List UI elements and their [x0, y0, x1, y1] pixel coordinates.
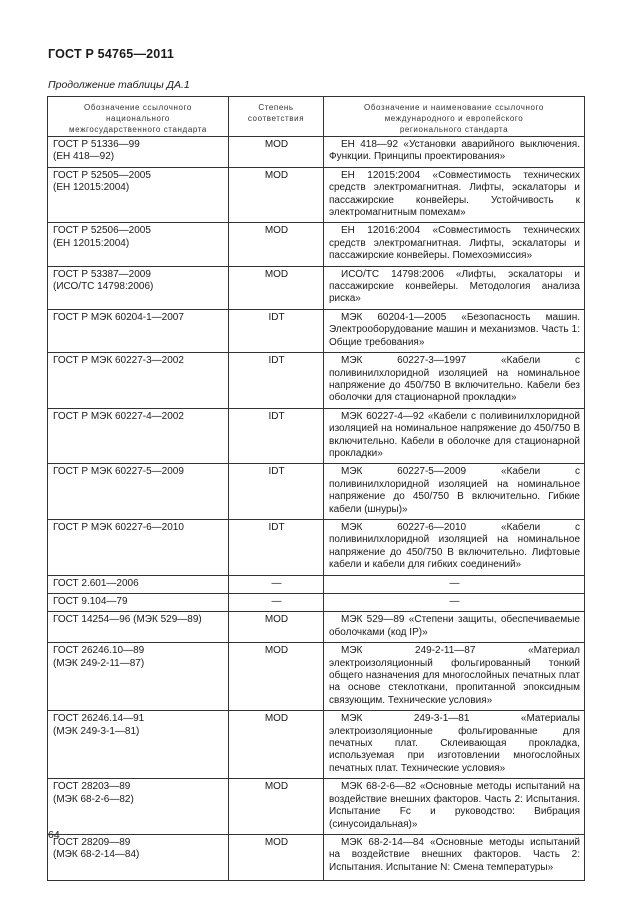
international-standard-text: —	[449, 596, 460, 607]
degree-cell: IDT	[229, 408, 324, 464]
international-standard-text: МЭК 60227-6—2010 «Кабели с поливинилхлоридной изоляцией на номинальное напряжение до 450/750 В включительно. Лифтовые кабели и кабели для гибких соединений»	[329, 521, 580, 571]
table-row	[48, 223, 585, 266]
degree-cell: —	[229, 575, 324, 593]
international-standard-text: —	[449, 577, 460, 589]
international-standard-cell	[324, 834, 585, 880]
national-standard-cell: ГОСТ Р 52505—2005 (ЕН 12015:2004)	[48, 167, 229, 223]
table-body	[48, 137, 585, 881]
national-standard-cell: ГОСТ Р 51336—99 (ЕН 418—92)	[48, 137, 229, 168]
table-header-row	[48, 97, 585, 137]
table-row	[48, 137, 585, 168]
degree-cell: IDT	[229, 309, 324, 352]
international-standard-cell	[324, 711, 585, 779]
table-row	[48, 643, 585, 711]
reference-standards-table	[47, 96, 585, 881]
table-row	[48, 834, 585, 880]
degree-cell: MOD	[229, 779, 324, 835]
table-row	[48, 408, 585, 464]
international-standard-cell	[324, 408, 585, 464]
document-header: ГОСТ Р 54765—2011	[48, 47, 175, 61]
table-row	[48, 779, 585, 835]
international-standard-text: МЭК 68-2-6—82 «Основные методы испытаний на воздействие внешних факторов. Часть 2: Испытания. Испытание Fc и руководство: Вибрация (синусоидальная)»	[329, 781, 580, 830]
degree-cell: IDT	[229, 464, 324, 520]
degree-cell: MOD	[229, 266, 324, 309]
international-standard-text: МЭК 60227-3—1997 «Кабели с поливинилхлоридной изоляцией на номинальное напряжение до 450/750 В включительно. Кабели без оболочки для стационарной прокладки»	[329, 355, 580, 404]
international-standard-cell	[324, 575, 585, 593]
table-row	[48, 711, 585, 779]
international-standard-text: МЭК 60227-4—92 «Кабели с поливинилхлоридной изоляцией на номинальное напряжение до 450/750 В включительно. Кабели в оболочке для стационарной прокладки»	[329, 410, 580, 459]
column-header-national-standard: Обозначение ссылочного национального межгосударственного стандарта	[48, 97, 229, 137]
table-row	[48, 612, 585, 643]
degree-cell: MOD	[229, 643, 324, 711]
international-standard-text: МЭК 249-3-1—81 «Материалы электроизоляционные фольгированные для печатных плат. Склеивающая прокладка, используемая при изготовлении многослойных печатных плат. Технические условия»	[329, 713, 580, 774]
national-standard-cell: ГОСТ Р МЭК 60227-6—2010	[48, 519, 229, 575]
degree-cell: IDT	[229, 353, 324, 409]
national-standard-cell: ГОСТ 14254—96 (МЭК 529—89)	[48, 612, 229, 643]
national-standard-cell: ГОСТ Р МЭК 60227-4—2002	[48, 408, 229, 464]
degree-cell: —	[229, 594, 324, 612]
national-standard-cell: ГОСТ 28203—89 (МЭК 68-2-6—82)	[48, 779, 229, 835]
table-continuation-caption: Продолжение таблицы ДА.1	[48, 79, 190, 91]
international-standard-text: МЭК 60227-5—2009 «Кабели с поливинилхлоридной изоляцией на номинальное напряжение до 450/750 В включительно. Гибкие кабели (шнуры)»	[329, 466, 580, 515]
international-standard-cell	[324, 779, 585, 835]
international-standard-cell	[324, 612, 585, 643]
degree-cell: IDT	[229, 519, 324, 575]
national-standard-cell: ГОСТ 26246.10—89 (МЭК 249-2-11—87)	[48, 643, 229, 711]
international-standard-text: МЭК 249-2-11—87 «Материал электроизоляционный фольгированный тонкий общего назначения для многослойных печатных плат на основе стеклоткани, пропитанной эпоксидным связующим. Технические условия»	[329, 645, 580, 706]
international-standard-cell	[324, 137, 585, 168]
international-standard-text: МЭК 68-2-14—84 «Основные методы испытаний на воздействие внешних факторов. Часть 2: Испытания. Испытание N: Смена температуры»	[329, 836, 580, 873]
international-standard-text: ИСО/ТС 14798:2006 «Лифты, эскалаторы и пассажирские конвейеры. Методология анализа риска»	[329, 268, 580, 305]
national-standard-cell: ГОСТ 28209—89 (МЭК 68-2-14—84)	[48, 834, 229, 880]
international-standard-text: МЭК 529—89 «Степени защиты, обеспечиваемые оболочками (код IP)»	[329, 614, 580, 638]
national-standard-cell: ГОСТ Р МЭК 60227-3—2002	[48, 353, 229, 409]
national-standard-cell: ГОСТ Р МЭК 60227-5—2009	[48, 464, 229, 520]
international-standard-text: МЭК 60204-1—2005 «Безопасность машин. Электрооборудование машин и механизмов. Часть 1: Общие требования»	[329, 311, 580, 348]
international-standard-cell	[324, 266, 585, 309]
table-row	[48, 353, 585, 409]
international-standard-cell	[324, 464, 585, 520]
national-standard-cell: ГОСТ Р 52506—2005 (ЕН 12015:2004)	[48, 223, 229, 266]
degree-cell: MOD	[229, 167, 324, 223]
table-row	[48, 464, 585, 520]
international-standard-cell	[324, 223, 585, 266]
degree-cell: MOD	[229, 834, 324, 880]
table-row	[48, 594, 585, 612]
national-standard-cell: ГОСТ 26246.14—91 (МЭК 249-3-1—81)	[48, 711, 229, 779]
international-standard-cell	[324, 353, 585, 409]
page-number: 64	[48, 829, 60, 841]
degree-cell: MOD	[229, 612, 324, 643]
international-standard-cell	[324, 167, 585, 223]
degree-cell: MOD	[229, 137, 324, 168]
international-standard-cell	[324, 519, 585, 575]
national-standard-cell: ГОСТ Р 53387—2009 (ИСО/ТС 14798:2006)	[48, 266, 229, 309]
table-row	[48, 309, 585, 352]
table-row	[48, 519, 585, 575]
international-standard-text: ЕН 418—92 «Установки аварийного выключения. Функции. Принципы проектирования»	[329, 139, 580, 163]
table-row	[48, 167, 585, 223]
national-standard-cell: ГОСТ 9.104—79	[48, 594, 229, 612]
table-row	[48, 266, 585, 309]
column-header-degree: Степень соответствия	[229, 97, 324, 137]
table-row	[48, 575, 585, 593]
column-header-international-standard: Обозначение и наименование ссылочного международного и европейского регионального стандарта	[324, 97, 585, 137]
international-standard-cell	[324, 594, 585, 612]
national-standard-cell: ГОСТ Р МЭК 60204-1—2007	[48, 309, 229, 352]
degree-cell: MOD	[229, 223, 324, 266]
degree-cell: MOD	[229, 711, 324, 779]
international-standard-cell	[324, 643, 585, 711]
international-standard-cell	[324, 309, 585, 352]
international-standard-text: ЕН 12015:2004 «Совместимость технических средств электромагнитная. Лифты, эскалаторы и пассажирские конвейеры. Устойчивость к электромагнитным помехам»	[329, 169, 580, 219]
international-standard-text: ЕН 12016:2004 «Совместимость технических средств электромагнитная. Лифты, эскалаторы и пассажирские конвейеры. Помехоэмиссия»	[329, 225, 580, 262]
national-standard-cell: ГОСТ 2.601—2006	[48, 575, 229, 593]
